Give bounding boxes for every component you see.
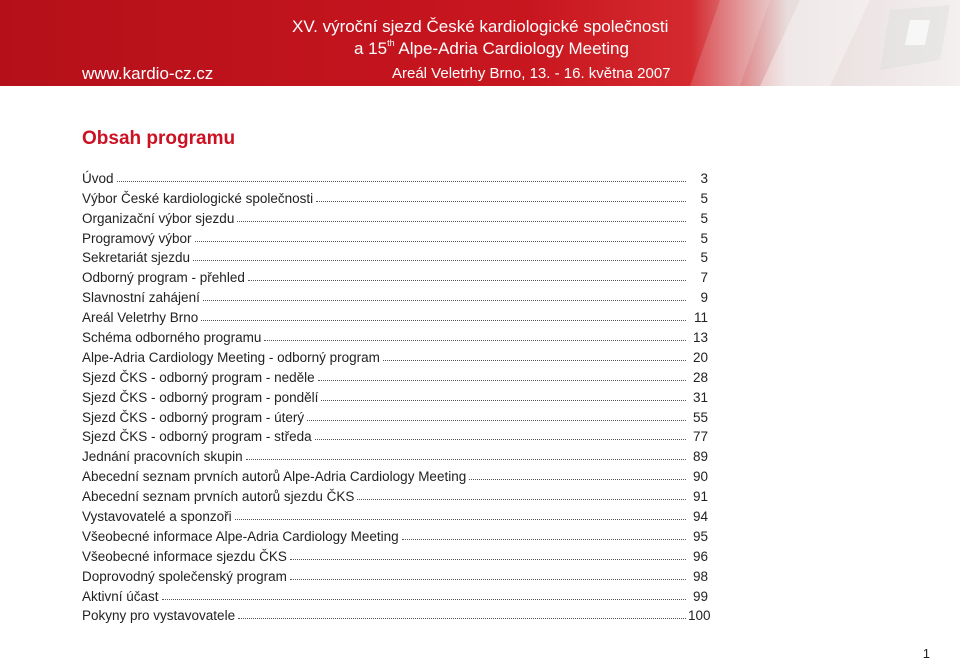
toc-entry[interactable]: Abecední seznam prvních autorů Alpe-Adria Cardiology Meeting 90 bbox=[82, 469, 708, 485]
page-number: 1 bbox=[922, 646, 930, 661]
page-title: Obsah programu bbox=[82, 128, 236, 149]
event-venue-date: Areál Veletrhy Brno, 13. - 16. května 2007 bbox=[392, 65, 671, 82]
toc-entry[interactable]: Pokyny pro vystavovatele 100 bbox=[82, 608, 711, 624]
toc-entry[interactable]: Alpe-Adria Cardiology Meeting - odborný program 20 bbox=[82, 349, 708, 365]
toc-entry[interactable]: Výbor České kardiologické společnosti 5 bbox=[82, 190, 708, 206]
toc-entry[interactable]: Vystavovatelé a sponzoři 94 bbox=[82, 509, 708, 525]
toc-entry[interactable]: Sjezd ČKS - odborný program - středa 77 bbox=[82, 429, 708, 445]
website-url: www.kardio-cz.cz bbox=[82, 64, 214, 83]
toc-entry[interactable]: Všeobecné informace Alpe-Adria Cardiology Meeting 95 bbox=[82, 528, 708, 544]
toc-entry[interactable]: Abecední seznam prvních autorů sjezdu ČKS 91 bbox=[82, 489, 708, 505]
toc-entry[interactable]: Aktivní účast 99 bbox=[82, 588, 708, 604]
toc-entry[interactable]: Sjezd ČKS - odborný program - úterý 55 bbox=[82, 409, 708, 425]
toc-entry[interactable]: Organizační výbor sjezdu 5 bbox=[82, 210, 708, 226]
event-title-line1: XV. výroční sjezd České kardiologické společnosti bbox=[292, 17, 669, 36]
toc-entry[interactable]: Sjezd ČKS - odborný program - pondělí 31 bbox=[82, 389, 708, 405]
toc-entry[interactable]: Slavnostní zahájení 9 bbox=[82, 290, 708, 306]
toc-entry[interactable]: Odborný program - přehled 7 bbox=[82, 270, 708, 286]
table-of-contents bbox=[82, 166, 711, 624]
event-title-line2: a 15th Alpe-Adria Cardiology Meeting bbox=[354, 38, 629, 58]
header-banner bbox=[0, 0, 960, 86]
toc-entry[interactable]: Sekretariát sjezdu 5 bbox=[82, 250, 708, 266]
toc-entry[interactable]: Všeobecné informace sjezdu ČKS 96 bbox=[82, 548, 708, 564]
toc-entry[interactable]: Programový výbor 5 bbox=[82, 230, 708, 246]
decorative-pattern-icon bbox=[680, 0, 960, 86]
toc-entry[interactable]: Areál Veletrhy Brno 11 bbox=[82, 310, 708, 326]
toc-entry[interactable]: Doprovodný společenský program 98 bbox=[82, 568, 708, 584]
toc-entry[interactable]: Úvod 3 bbox=[82, 170, 708, 186]
toc-entry[interactable]: Schéma odborného programu 13 bbox=[82, 330, 708, 346]
toc-entry[interactable]: Jednání pracovních skupin 89 bbox=[82, 449, 708, 465]
toc-entry[interactable]: Sjezd ČKS - odborný program - neděle 28 bbox=[82, 369, 708, 385]
